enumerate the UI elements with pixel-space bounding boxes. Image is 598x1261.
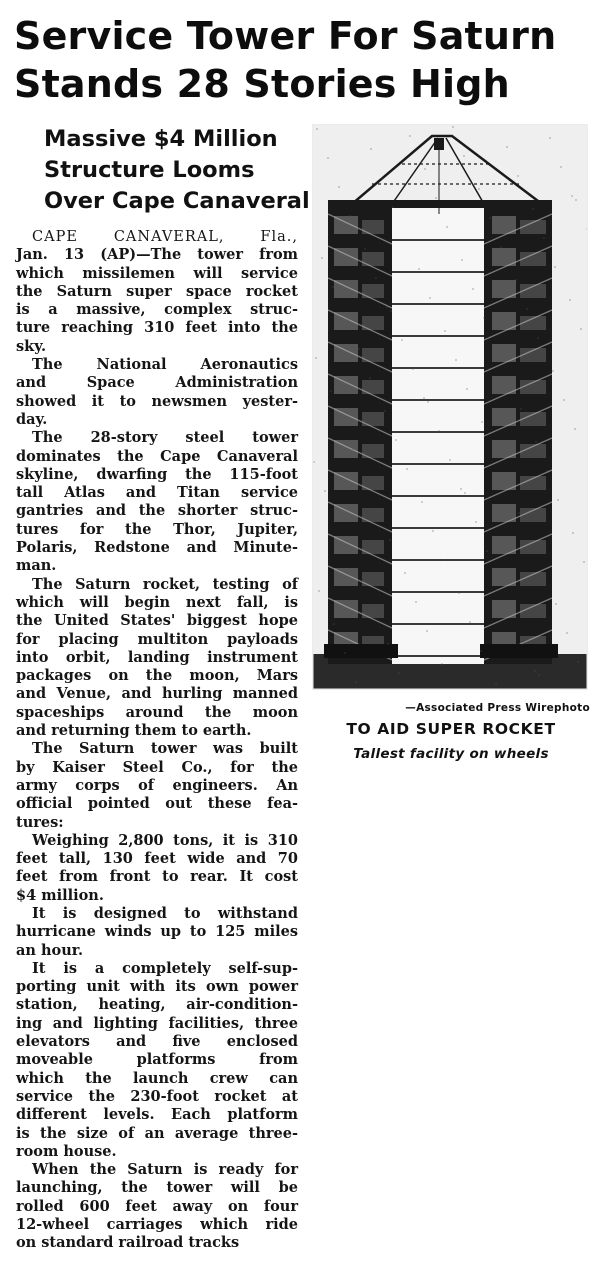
halftone-speck xyxy=(549,137,551,139)
halftone-speck xyxy=(353,219,355,221)
halftone-speck xyxy=(546,470,548,472)
halftone-speck xyxy=(517,175,519,177)
halftone-speck xyxy=(446,226,448,228)
article-line: launching, the tower will be xyxy=(16,1179,298,1197)
article-line: $4 million. xyxy=(16,886,104,904)
halftone-speck xyxy=(523,641,525,643)
article-line: official pointed out these fea- xyxy=(16,795,298,813)
dateline xyxy=(16,228,298,246)
halftone-speck xyxy=(316,128,318,130)
halftone-speck xyxy=(389,539,391,541)
halftone-speck xyxy=(398,672,400,674)
halftone-speck xyxy=(569,299,571,301)
halftone-speck xyxy=(460,488,462,490)
halftone-speck xyxy=(443,559,445,561)
halftone-speck xyxy=(418,268,420,270)
photo-caption-subtitle: Tallest facility on wheels xyxy=(353,746,549,762)
halftone-speck xyxy=(532,208,534,210)
article-line: feet from front to rear. It cost xyxy=(16,868,298,886)
halftone-speck xyxy=(483,317,485,319)
halftone-speck xyxy=(444,330,446,332)
article-line: the Saturn super space rocket xyxy=(16,282,298,300)
article-line: the United States' biggest hope xyxy=(16,612,298,630)
halftone-speck xyxy=(375,277,377,279)
halftone-speck xyxy=(350,552,352,554)
halftone-speck xyxy=(486,550,488,552)
article-line: elevators and five enclosed xyxy=(16,1033,298,1051)
article-line: room house. xyxy=(16,1142,117,1160)
headline-line-1: Service Tower For Saturn xyxy=(14,14,557,58)
halftone-speck xyxy=(387,643,389,645)
article-line: on standard railroad tracks xyxy=(16,1234,240,1252)
halftone-speck xyxy=(427,401,429,403)
halftone-speck xyxy=(515,279,517,281)
halftone-speck xyxy=(338,186,340,188)
halftone-speck xyxy=(466,388,468,390)
headline xyxy=(14,12,590,108)
article-line: for placing multiton payloads xyxy=(16,630,298,648)
article-line: army corps of engineers. An xyxy=(16,776,298,794)
article-line: sky. xyxy=(16,337,47,355)
halftone-speck xyxy=(318,590,320,592)
halftone-speck xyxy=(526,308,528,310)
halftone-speck xyxy=(349,215,351,217)
halftone-speck xyxy=(475,521,477,523)
halftone-speck xyxy=(423,397,425,399)
halftone-speck xyxy=(535,441,537,443)
halftone-speck xyxy=(321,257,323,259)
halftone-speck xyxy=(489,217,491,219)
halftone-speck xyxy=(415,601,417,603)
article-line: which missilemen will service xyxy=(16,264,298,282)
article-line: an hour. xyxy=(16,941,84,959)
article-line: The National Aeronautics xyxy=(32,356,298,374)
halftone-speck xyxy=(449,459,451,461)
halftone-speck xyxy=(406,468,408,470)
halftone-speck xyxy=(501,583,503,585)
article-line: tures: xyxy=(16,813,64,831)
halftone-speck xyxy=(386,306,388,308)
article-line: man. xyxy=(16,557,57,575)
halftone-speck xyxy=(455,359,457,361)
halftone-speck xyxy=(426,630,428,632)
article-line: is the size of an average three- xyxy=(16,1124,298,1142)
halftone-speck xyxy=(341,419,343,421)
halftone-speck xyxy=(518,512,520,514)
subheadline-line-2: Structure Looms xyxy=(44,157,255,183)
halftone-speck xyxy=(327,157,329,159)
subheadline xyxy=(44,124,314,217)
halftone-speck xyxy=(463,155,465,157)
halftone-speck xyxy=(432,530,434,532)
article-line: The Saturn rocket, testing of xyxy=(32,575,298,593)
halftone-speck xyxy=(492,450,494,452)
halftone-speck xyxy=(495,683,497,685)
left-carriage xyxy=(324,644,398,658)
article-line: and Venue, and hurling manned xyxy=(16,685,298,703)
article-line: rolled 600 feet away on four xyxy=(16,1197,298,1215)
article-line: showed it to newsmen yester- xyxy=(16,392,298,410)
halftone-speck xyxy=(384,410,386,412)
halftone-speck xyxy=(458,592,460,594)
halftone-speck xyxy=(560,166,562,168)
article-line: and returning them to earth. xyxy=(16,722,252,740)
halftone-speck xyxy=(555,603,557,605)
article-line: It is a completely self-sup- xyxy=(32,959,298,977)
halftone-speck xyxy=(461,259,463,261)
article-line: Polaris, Redstone and Minute- xyxy=(16,539,298,557)
halftone-speck xyxy=(538,674,540,676)
halftone-speck xyxy=(572,532,574,534)
article-line: packages on the moon, Mars xyxy=(16,667,298,685)
article-line: skyline, dwarfing the 115-foot xyxy=(16,465,298,483)
halftone-speck xyxy=(534,670,536,672)
halftone-speck xyxy=(503,479,505,481)
halftone-speck xyxy=(566,632,568,634)
service-tower-photo xyxy=(312,124,588,690)
halftone-speck xyxy=(347,319,349,321)
article-line: feet tall, 130 feet wide and 70 xyxy=(16,850,298,868)
article-line: dominates the Cape Canaveral xyxy=(16,447,298,465)
halftone-speck xyxy=(409,135,411,137)
halftone-speck xyxy=(424,168,426,170)
halftone-speck xyxy=(412,368,414,370)
article-line: porting unit with its own power xyxy=(16,978,298,996)
halftone-speck xyxy=(315,357,317,359)
halftone-speck xyxy=(324,490,326,492)
article-line: moveable platforms from xyxy=(16,1051,298,1069)
article-line: by Kaiser Steel Co., for the xyxy=(16,758,298,776)
halftone-speck xyxy=(520,408,522,410)
article-line: which will begin next fall, is xyxy=(16,593,298,611)
halftone-speck xyxy=(469,621,471,623)
article-line: The Saturn tower was built xyxy=(32,740,298,758)
article-line: Weighing 2,800 tons, it is 310 xyxy=(32,831,298,849)
halftone-speck xyxy=(407,239,409,241)
halftone-speck xyxy=(335,519,337,521)
halftone-speck xyxy=(361,581,363,583)
halftone-speck xyxy=(529,541,531,543)
halftone-speck xyxy=(429,297,431,299)
halftone-speck xyxy=(540,570,542,572)
article-line: gantries and the shorter struc- xyxy=(16,502,298,520)
article-line: different levels. Each platform xyxy=(16,1106,298,1124)
article-line: 12-wheel carriages which ride xyxy=(16,1216,298,1234)
halftone-speck xyxy=(574,428,576,430)
crane-hook-block xyxy=(434,138,444,150)
halftone-speck xyxy=(552,370,554,372)
halftone-speck xyxy=(392,206,394,208)
article-line: Jan. 13 (AP)—The tower from xyxy=(16,246,298,264)
halftone-speck xyxy=(364,248,366,250)
halftone-speck xyxy=(372,610,374,612)
halftone-speck xyxy=(381,177,383,179)
halftone-speck xyxy=(583,561,585,563)
photo-caption-title: TO AID SUPER ROCKET xyxy=(346,720,556,738)
halftone-speck xyxy=(580,328,582,330)
halftone-speck xyxy=(401,339,403,341)
article-line: The 28-story steel tower xyxy=(32,429,298,447)
halftone-speck xyxy=(464,492,466,494)
halftone-speck xyxy=(537,337,539,339)
halftone-speck xyxy=(370,148,372,150)
article-line: When the Saturn is ready for xyxy=(32,1161,298,1179)
halftone-speck xyxy=(344,652,346,654)
halftone-speck xyxy=(509,379,511,381)
halftone-speck xyxy=(575,199,577,201)
halftone-speck xyxy=(478,188,480,190)
article-line: tures for the Thor, Jupiter, xyxy=(16,520,298,538)
dateline-place: CAPE CANAVERAL, Fla., xyxy=(32,229,298,245)
halftone-speck xyxy=(332,286,334,288)
article-line: It is designed to withstand xyxy=(32,904,298,922)
article-line: hurricane winds up to 125 miles xyxy=(16,923,298,941)
halftone-speck xyxy=(498,350,500,352)
article-line: day. xyxy=(16,410,48,428)
halftone-speck xyxy=(500,246,502,248)
halftone-speck xyxy=(421,501,423,503)
photo-credit: —Associated Press Wirephoto xyxy=(405,702,590,714)
halftone-speck xyxy=(472,288,474,290)
article-line: is a massive, complex struc- xyxy=(16,301,298,319)
halftone-speck xyxy=(543,237,545,239)
article-line: tall Atlas and Titan service xyxy=(16,484,298,502)
article-line: ing and lighting facilities, three xyxy=(16,1014,298,1032)
right-carriage xyxy=(480,644,558,658)
halftone-speck xyxy=(506,146,508,148)
article-line: service the 230-foot rocket at xyxy=(16,1087,298,1105)
halftone-speck xyxy=(330,390,332,392)
article-line: spaceships around the moon xyxy=(16,703,298,721)
subheadline-line-3: Over Cape Canaveral xyxy=(44,188,310,214)
halftone-speck xyxy=(481,421,483,423)
service-tower-image xyxy=(312,124,588,690)
halftone-speck xyxy=(441,663,443,665)
article-body xyxy=(16,228,298,1253)
headline-line-2: Stands 28 Stories High xyxy=(14,62,510,106)
halftone-speck xyxy=(438,430,440,432)
halftone-speck xyxy=(378,510,380,512)
halftone-speck xyxy=(367,481,369,483)
halftone-speck xyxy=(369,377,371,379)
halftone-speck xyxy=(557,499,559,501)
article-line: which the launch crew can xyxy=(16,1069,298,1087)
article-line: ture reaching 310 feet into the xyxy=(16,319,298,337)
halftone-speck xyxy=(395,439,397,441)
article-line: and Space Administration xyxy=(16,374,298,392)
halftone-speck xyxy=(571,195,573,197)
halftone-speck xyxy=(480,650,482,652)
tower-top-beam xyxy=(328,200,552,208)
article-line: station, heating, air-condition- xyxy=(16,996,298,1014)
halftone-speck xyxy=(390,310,392,312)
halftone-speck xyxy=(497,579,499,581)
halftone-speck xyxy=(577,661,579,663)
halftone-speck xyxy=(452,126,454,128)
halftone-speck xyxy=(358,348,360,350)
subheadline-line-1: Massive $4 Million xyxy=(44,126,278,152)
halftone-speck xyxy=(355,681,357,683)
halftone-speck xyxy=(512,612,514,614)
halftone-speck xyxy=(554,266,556,268)
halftone-speck xyxy=(333,623,335,625)
halftone-speck xyxy=(563,399,565,401)
halftone-speck xyxy=(435,197,437,199)
article-line: into orbit, landing instrument xyxy=(16,648,298,666)
halftone-speck xyxy=(404,572,406,574)
halftone-speck xyxy=(352,448,354,450)
